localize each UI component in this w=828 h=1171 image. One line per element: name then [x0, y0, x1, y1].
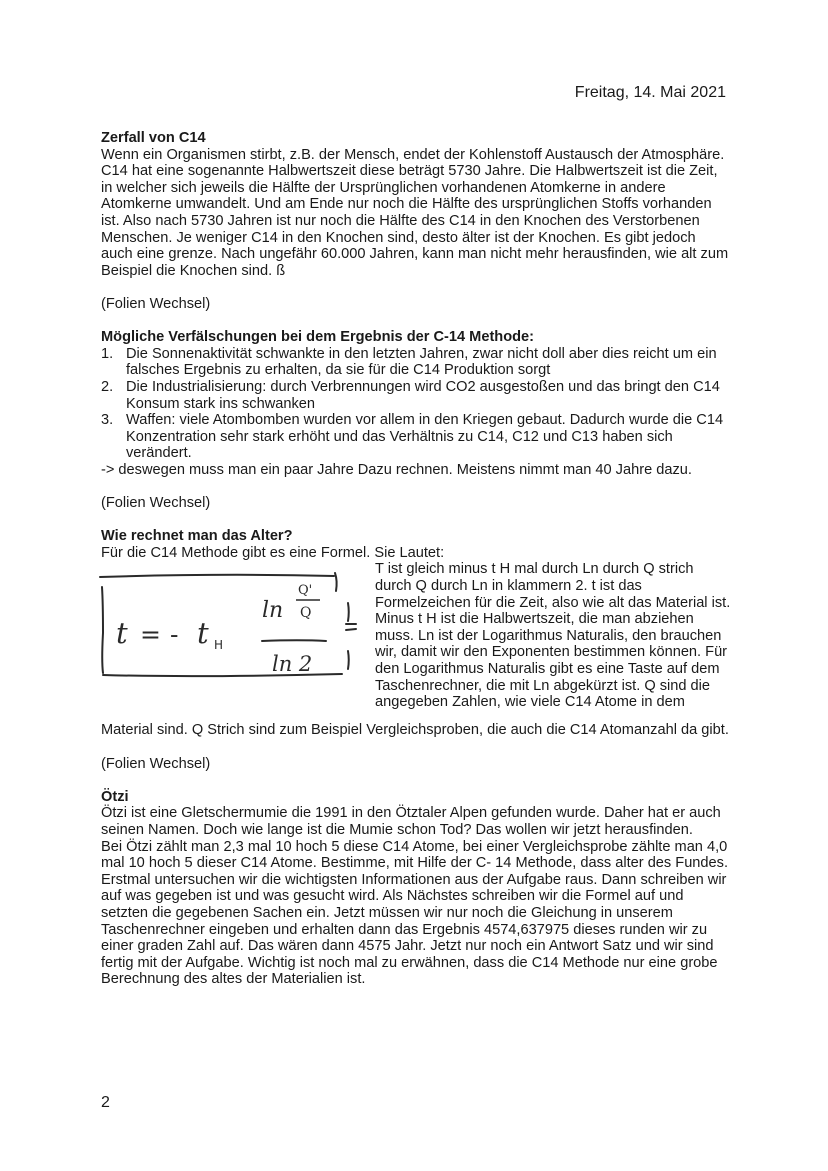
list-item-number: 1.	[101, 345, 114, 362]
formula-explanation: T ist gleich minus t H mal durch Ln durch Q strich durch Q durch Ln in klammern 2. t ist das Formelzeichen für die Zeit, also wie alt das Material ist. Minus t H ist die Halbwertszeit, die man abziehen muss. Ln ist der Logarithmus Naturalis, den brauchen wir, damit wir den Exponenten bestimmen können. Für den Logarithmus Naturalis gibt es eine Taste auf dem Taschenrechner, die mit Ln abgekürzt ist. Q sind die angegeben Zahlen, wie viele C14 Atome in dem	[375, 561, 731, 711]
formula-ln-bottom: ln 2	[272, 652, 313, 677]
heading-verfaelschungen: Mögliche Verfälschungen bei dem Ergebnis der C-14 Methode:	[101, 329, 535, 346]
paragraph-oetzi-task: Bei Ötzi zählt man 2,3 mal 10 hoch 5 diese C14 Atome, bei einer Vergleichsprobe zählte man 4,0 mal 10 hoch 5 dieser C14 Atome. Bestimme, mit Hilfe der C- 14 Methode, dass alter des Fundes.	[101, 838, 729, 872]
conclusion-text: -> deswegen muss man ein paar Jahre Dazu rechnen. Meistens nimmt man 40 Jahre dazu.	[101, 461, 692, 478]
paragraph-zerfall: Wenn ein Organismen stirbt, z.B. der Mensch, endet der Kohlenstoff Austausch der Atmosphäre. C14 hat eine sogenannte Halbwertszeit diese beträgt 5730 Jahre. Die Halbwertszeit ist die Zeit, in welcher sich jeweils die Hälfte der Ursprünglichen vorhandenen Atomkerne in andere Atomkerne umwandelt. Und am Ende nur noch die Hälfte des ursprünglichen Stoffs vorhanden ist. Also nach 5730 Jahren ist nur noch die Hälfte des C14 in den Knochen des Verstorbenen Menschen. Je weniger C14 in den Knochen sind, desto älter ist der Knochen. Es gibt jedoch auch eine grenze. Nach ungefähr 60.000 Jahren, kann man nicht mehr herausfinden, wie alt zum Beispiel die Knochen sind. ß	[101, 146, 729, 279]
slide-change-note: (Folien Wechsel)	[101, 295, 211, 312]
heading-zerfall-c14: Zerfall von C14	[101, 130, 206, 146]
heading-oetzi: Ötzi	[101, 788, 129, 805]
formula-q-prime: Q'	[298, 583, 313, 599]
handwritten-formula-image	[94, 563, 362, 687]
formula-intro: Für die C14 Methode gibt es eine Formel. Sie Lautet:	[101, 544, 445, 561]
page-number: 2	[101, 1094, 110, 1111]
list-item-number: 2.	[101, 378, 114, 395]
formula-t-h: t	[197, 616, 209, 651]
formula-equals: =	[140, 620, 161, 650]
verfaelschungen-list	[101, 346, 729, 462]
paragraph-oetzi-solution: Erstmal untersuchen wir die wichtigsten Informationen aus der Aufgabe raus. Dann schreiben wir auf was gegeben ist und was gesucht wird. Als Nächstes schreiben wir die Formel auf und setzten die gegebenen Sachen ein. Jetzt müssen wir nur noch die Gleichung in unserem Taschenrechner eingeben und erhalten dann das Ergebnis 4574,637975 dieses runden wir zu einer graden Zahl auf. Das wären dann 4575 Jahr. Jetzt nur noch ein Antwort Satz und wir sind fertig mit der Aufgabe. Wichtig ist noch mal zu erwähnen, dass die C14 Methode nur eine grobe Berechnung des altes der Materialien ist.	[101, 871, 727, 988]
formula-section	[101, 561, 729, 722]
document-date: Freitag, 14. Mai 2021	[574, 84, 726, 101]
list-item-text: Die Sonnenaktivität schwankte in den letzten Jahren, zwar nicht doll aber dies reicht um ein falsches Ergebnis zu erhalten, da sie für die C14 Produktion sorgt	[126, 345, 717, 379]
paragraph-oetzi-intro: Ötzi ist eine Gletschermumie die 1991 in den Ötztaler Alpen gefunden wurde. Daher hat er auch seinen Namen. Doch wie lange ist die Mumie schon Tod? Das wollen wir jetzt herausfinden.	[101, 805, 721, 838]
formula-h-subscript: H	[214, 638, 224, 653]
list-item	[101, 379, 729, 412]
list-item	[101, 346, 729, 379]
formula-minus: -	[170, 620, 179, 650]
slide-change-note: (Folien Wechsel)	[101, 495, 211, 512]
list-item-text: Waffen: viele Atombomben wurden vor allem in den Kriegen gebaut. Dadurch wurde die C14 Konzentration sehr stark erhöht und das Verhältnis zu C14, C12 und C13 haben sich verändert.	[126, 412, 724, 462]
list-item-text: Die Industrialisierung: durch Verbrennungen wird CO2 ausgestoßen und das bringt den C14 Konsum stark ins schwanken	[126, 378, 720, 412]
heading-alter-berechnen: Wie rechnet man das Alter?	[101, 528, 293, 545]
slide-change-note: (Folien Wechsel)	[101, 755, 211, 772]
formula-explanation-continued: Material sind. Q Strich sind zum Beispiel Vergleichsproben, die auch die C14 Atomanzahl da gibt.	[101, 722, 729, 739]
formula-q: Q	[300, 605, 312, 622]
list-item-number: 3.	[101, 412, 114, 429]
document-body	[101, 130, 729, 988]
list-item	[101, 412, 729, 462]
formula-t: t	[116, 616, 128, 651]
formula-ln-top: ln	[262, 598, 284, 624]
